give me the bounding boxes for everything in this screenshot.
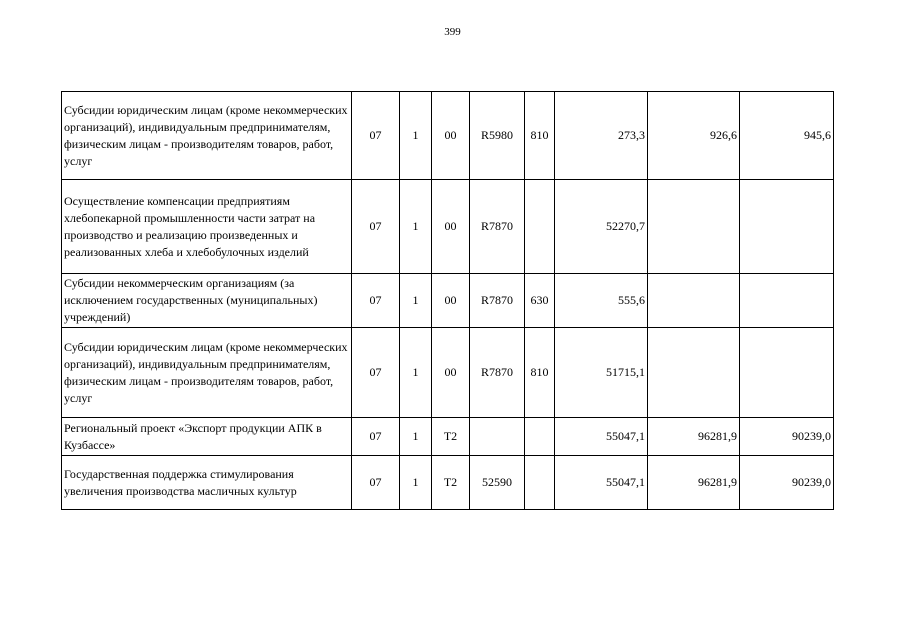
- cell-year3: 945,6: [740, 92, 834, 180]
- page-number: 399: [444, 26, 461, 38]
- cell-program: 00: [432, 92, 470, 180]
- table-row: [62, 328, 834, 418]
- cell-year1: 55047,1: [555, 456, 648, 510]
- cell-subsection: 1: [400, 180, 432, 274]
- cell-year2: 926,6: [648, 92, 740, 180]
- cell-year3: 90239,0: [740, 418, 834, 456]
- row-name: Субсидии некоммерческим организациям (за исключением государственных (муниципальных) учреждений): [62, 274, 352, 328]
- cell-type: 810: [525, 328, 555, 418]
- table-row: [62, 418, 834, 456]
- cell-year3: [740, 180, 834, 274]
- cell-year3: [740, 274, 834, 328]
- table-row: [62, 92, 834, 180]
- cell-year3: [740, 328, 834, 418]
- cell-subsection: 1: [400, 274, 432, 328]
- row-name: Субсидии юридическим лицам (кроме некоммерческих организаций), индивидуальным предпринимателям, физическим лицам - производителям товаров, работ, услуг: [62, 92, 352, 180]
- cell-program: 00: [432, 328, 470, 418]
- cell-program: T2: [432, 456, 470, 510]
- cell-subsection: 1: [400, 418, 432, 456]
- row-name: Субсидии юридическим лицам (кроме некоммерческих организаций), индивидуальным предпринимателям, физическим лицам - производителям товаров, работ, услуг: [62, 328, 352, 418]
- table-row: [62, 274, 834, 328]
- cell-program: 00: [432, 180, 470, 274]
- cell-year1: 51715,1: [555, 328, 648, 418]
- table-row: [62, 456, 834, 510]
- cell-year1: 52270,7: [555, 180, 648, 274]
- cell-program: 00: [432, 274, 470, 328]
- cell-subsection: 1: [400, 92, 432, 180]
- cell-type: 810: [525, 92, 555, 180]
- row-name: Осуществление компенсации предприятиям хлебопекарной промышленности части затрат на производство и реализацию произведенных и реализованных хлеба и хлебобулочных изделий: [62, 180, 352, 274]
- cell-type: [525, 456, 555, 510]
- cell-target: R7870: [470, 180, 525, 274]
- cell-subsection: 1: [400, 328, 432, 418]
- table-row: [62, 180, 834, 274]
- cell-year2: 96281,9: [648, 456, 740, 510]
- cell-year2: 96281,9: [648, 418, 740, 456]
- cell-type: [525, 418, 555, 456]
- cell-section: 07: [352, 418, 400, 456]
- cell-year3: 90239,0: [740, 456, 834, 510]
- cell-target: R7870: [470, 274, 525, 328]
- cell-year1: 55047,1: [555, 418, 648, 456]
- budget-table: [61, 91, 834, 510]
- cell-section: 07: [352, 328, 400, 418]
- cell-subsection: 1: [400, 456, 432, 510]
- cell-target: [470, 418, 525, 456]
- cell-year2: [648, 274, 740, 328]
- cell-target: R7870: [470, 328, 525, 418]
- cell-year2: [648, 180, 740, 274]
- cell-type: 630: [525, 274, 555, 328]
- cell-section: 07: [352, 274, 400, 328]
- cell-year2: [648, 328, 740, 418]
- cell-year1: 555,6: [555, 274, 648, 328]
- row-name: Региональный проект «Экспорт продукции АПК в Кузбассе»: [62, 418, 352, 456]
- cell-target: R5980: [470, 92, 525, 180]
- cell-target: 52590: [470, 456, 525, 510]
- cell-section: 07: [352, 92, 400, 180]
- cell-section: 07: [352, 180, 400, 274]
- cell-year1: 273,3: [555, 92, 648, 180]
- cell-program: T2: [432, 418, 470, 456]
- cell-type: [525, 180, 555, 274]
- row-name: Государственная поддержка стимулирования увеличения производства масличных культур: [62, 456, 352, 510]
- cell-section: 07: [352, 456, 400, 510]
